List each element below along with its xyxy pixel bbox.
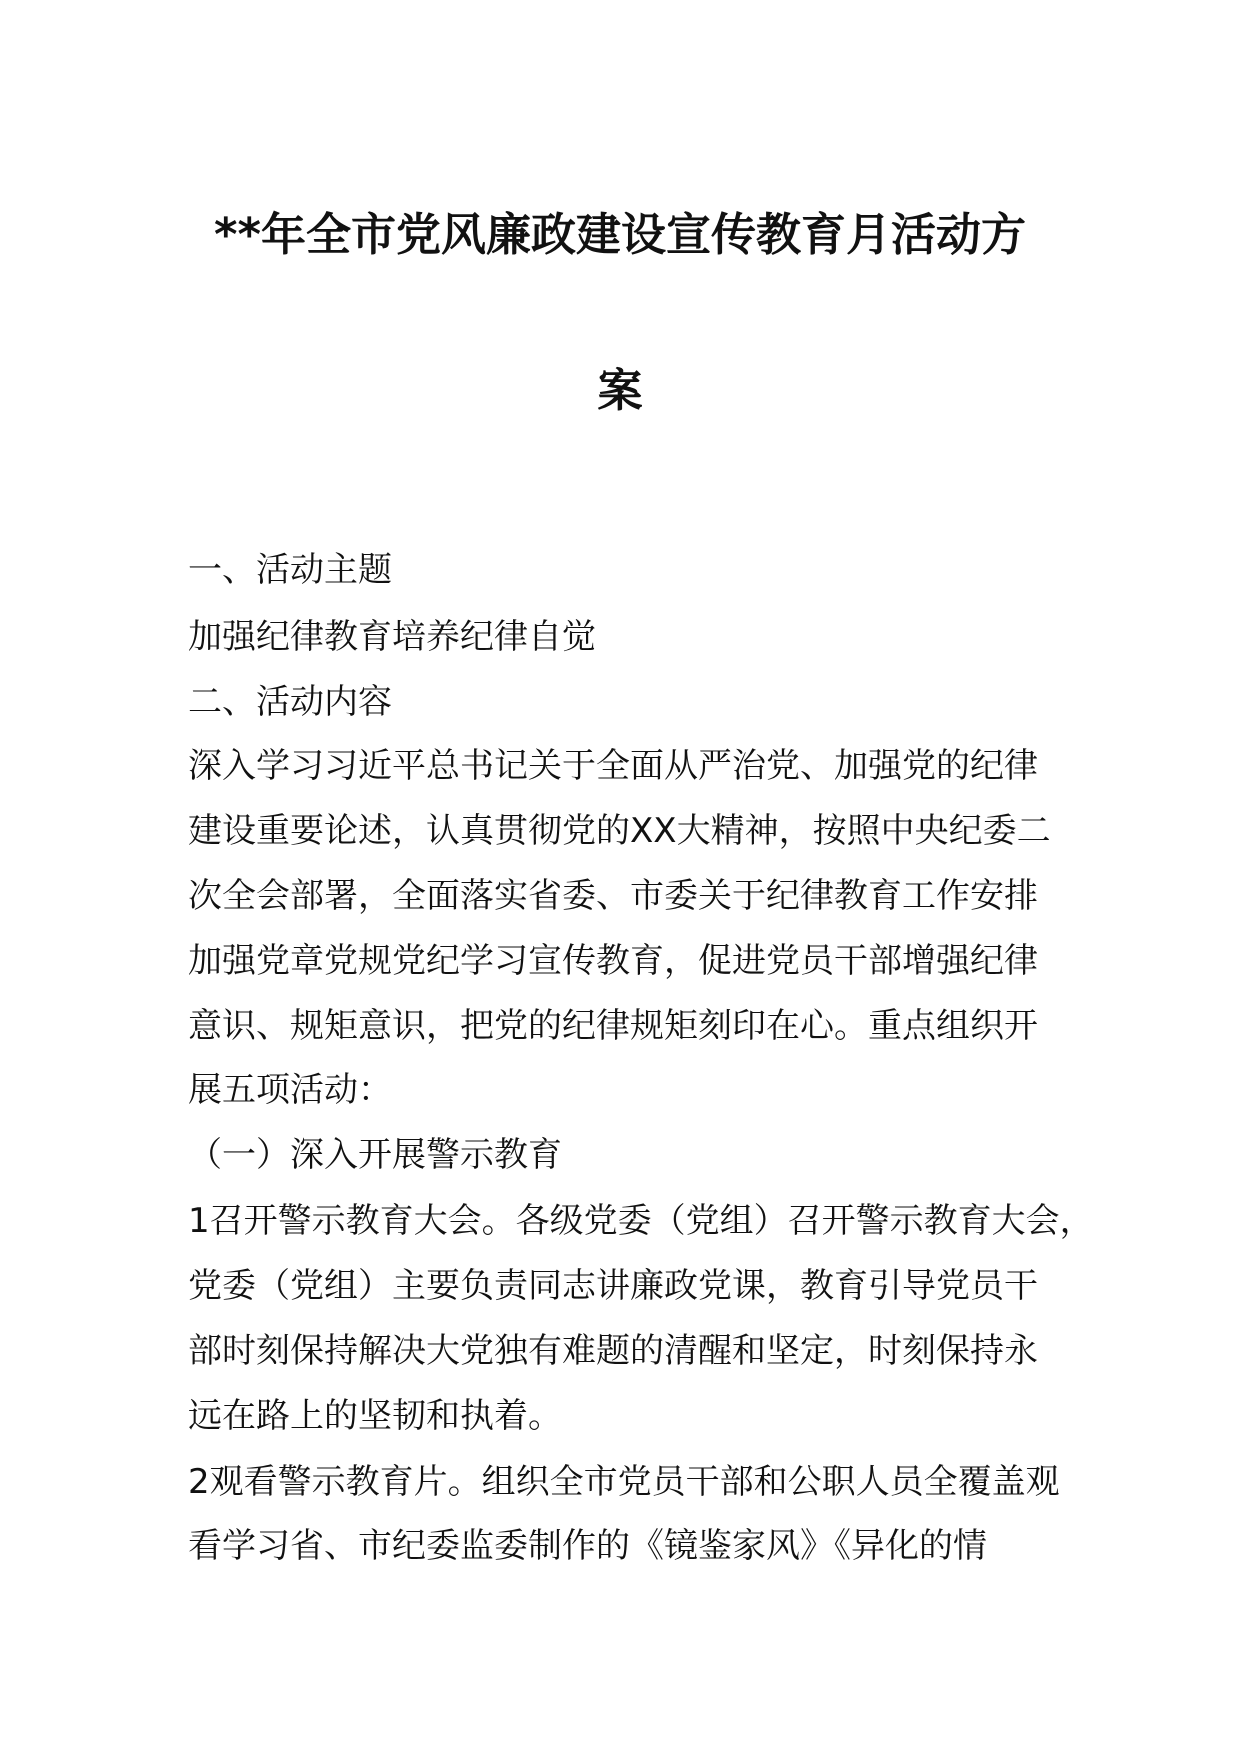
paragraph-line: 看学习省、市纪委监委制作的《镜鉴家风》《异化的情 (188, 1526, 987, 1566)
paragraph-line: 加强党章党规党纪学习宣传教育，促进党员干部增强纪律 (188, 941, 1038, 981)
paragraph-line: 深入学习习近平总书记关于全面从严治党、加强党的纪律 (188, 746, 1038, 786)
document-title-line-2: 案 (597, 364, 643, 417)
paragraph-line: 意识、规矩意识，把党的纪律规矩刻印在心。重点组织开 (188, 1006, 1038, 1046)
paragraph-line: 2观看警示教育片。组织全市党员干部和公职人员全覆盖观 (188, 1462, 1060, 1502)
section-heading-theme: 一、活动主题 (188, 550, 392, 590)
section-heading-content: 二、活动内容 (188, 682, 392, 722)
paragraph-line: 远在路上的坚韧和执着。 (188, 1396, 562, 1436)
paragraph-line: 1召开警示教育大会。各级党委（党组）召开警示教育大会， (188, 1201, 1094, 1241)
paragraph-line: 展五项活动： (188, 1070, 392, 1110)
paragraph-line: 次全会部署，全面落实省委、市委关于纪律教育工作安排 (188, 876, 1038, 916)
paragraph-line: 党委（党组）主要负责同志讲廉政党课，教育引导党员干 (188, 1266, 1038, 1306)
theme-text: 加强纪律教育培养纪律自觉 (188, 617, 596, 657)
paragraph-line: 部时刻保持解决大党独有难题的清醒和坚定，时刻保持永 (188, 1331, 1038, 1371)
subsection-heading-warning-education: （一）深入开展警示教育 (188, 1135, 562, 1175)
paragraph-line: 建设重要论述，认真贯彻党的XX大精神，按照中央纪委二 (188, 811, 1051, 851)
document-title-line-1: **年全市党风廉政建设宣传教育月活动方 (213, 208, 1027, 261)
